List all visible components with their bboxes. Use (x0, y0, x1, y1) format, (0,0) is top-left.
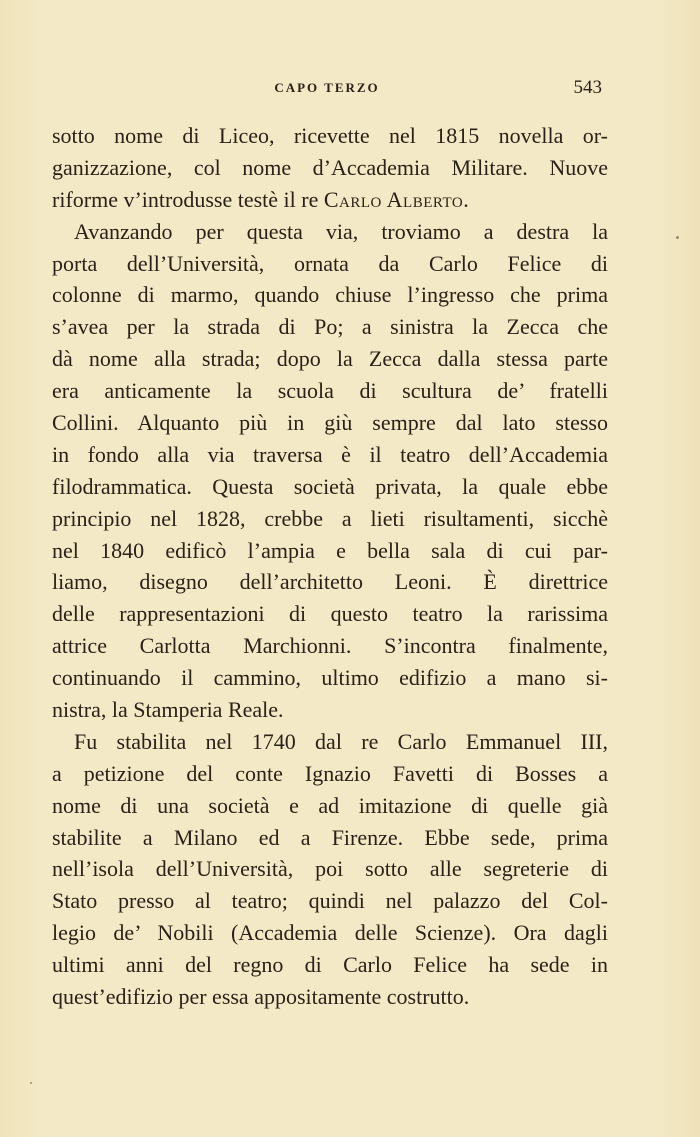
text-line: nel 1840 edificò l’ampia e bella sala di cui par- (52, 537, 608, 563)
text-line: in fondo alla via traversa è il teatro dell’Accademia (52, 441, 608, 467)
text-line: nell’isola dell’Università, poi sotto alle segreterie di (52, 856, 608, 882)
page-number: 543 (573, 77, 602, 98)
text-line: sotto nome di Liceo, ricevette nel 1815 novella or- (52, 123, 608, 148)
text-line: filodrammatica. Questa società privata, la quale ebbe (52, 473, 608, 499)
text-line: Collini. Alquanto più in giù sempre dal lato stesso (52, 410, 608, 436)
text-line: delle rappresentazioni di questo teatro la rarissima (52, 601, 608, 627)
text-segment: riforme v’introdusse testè il re (52, 186, 324, 212)
text-segment: . (463, 186, 469, 212)
text-line: nome di una società e ad imitazione di quelle già (52, 792, 608, 818)
text-line: nistra, la Stamperia Reale. (52, 697, 284, 723)
paragraph-first-line: Fu stabilita nel 1740 dal re Carlo Emmanuel III, (74, 728, 608, 754)
text-line (52, 184, 608, 216)
paragraph-first-line: Avanzando per questa via, troviamo a destra la (74, 218, 608, 244)
text-line: attrice Carlotta Marchionni. S’incontra finalmente, (52, 633, 608, 659)
text-line: a petizione del conte Ignazio Favetti di Bosses a (52, 760, 608, 786)
text-line: quest’edifizio per essa appositamente costrutto. (52, 984, 470, 1010)
small-caps-name: Carlo Alberto (323, 186, 464, 212)
text-line: legio de’ Nobili (Accademia delle Scienze). Ora dagli (52, 920, 608, 946)
text-line: s’avea per la strada di Po; a sinistra la Zecca che (52, 314, 608, 340)
text-line: porta dell’Università, ornata da Carlo Felice di (52, 250, 608, 276)
text-line: era anticamente la scuola di scultura de’ fratelli (52, 378, 608, 404)
paper-speck (676, 236, 679, 239)
text-line: ultimi anni del regno di Carlo Felice ha sede in (52, 952, 608, 978)
text-line: dà nome alla strada; dopo la Zecca dalla stessa parte (52, 346, 608, 372)
text-line: principio nel 1828, crebbe a lieti risultamenti, sicchè (52, 505, 608, 531)
body-text (52, 120, 608, 1013)
text-line: stabilite a Milano ed a Firenze. Ebbe sede, prima (52, 824, 608, 850)
text-line: liamo, disegno dell’architetto Leoni. È direttrice (52, 569, 608, 595)
text-line: continuando il cammino, ultimo edifizio a mano si- (52, 665, 608, 691)
text-line: ganizzazione, col nome d’Accademia Militare. Nuove (52, 154, 608, 180)
section-title: CAPO TERZO (274, 80, 380, 95)
text-line: Stato presso al teatro; quindi nel palazzo del Col- (52, 888, 608, 914)
running-head (52, 77, 602, 104)
paper-speck (30, 1082, 32, 1084)
text-line: colonne di marmo, quando chiuse l’ingresso che prima (52, 282, 608, 308)
